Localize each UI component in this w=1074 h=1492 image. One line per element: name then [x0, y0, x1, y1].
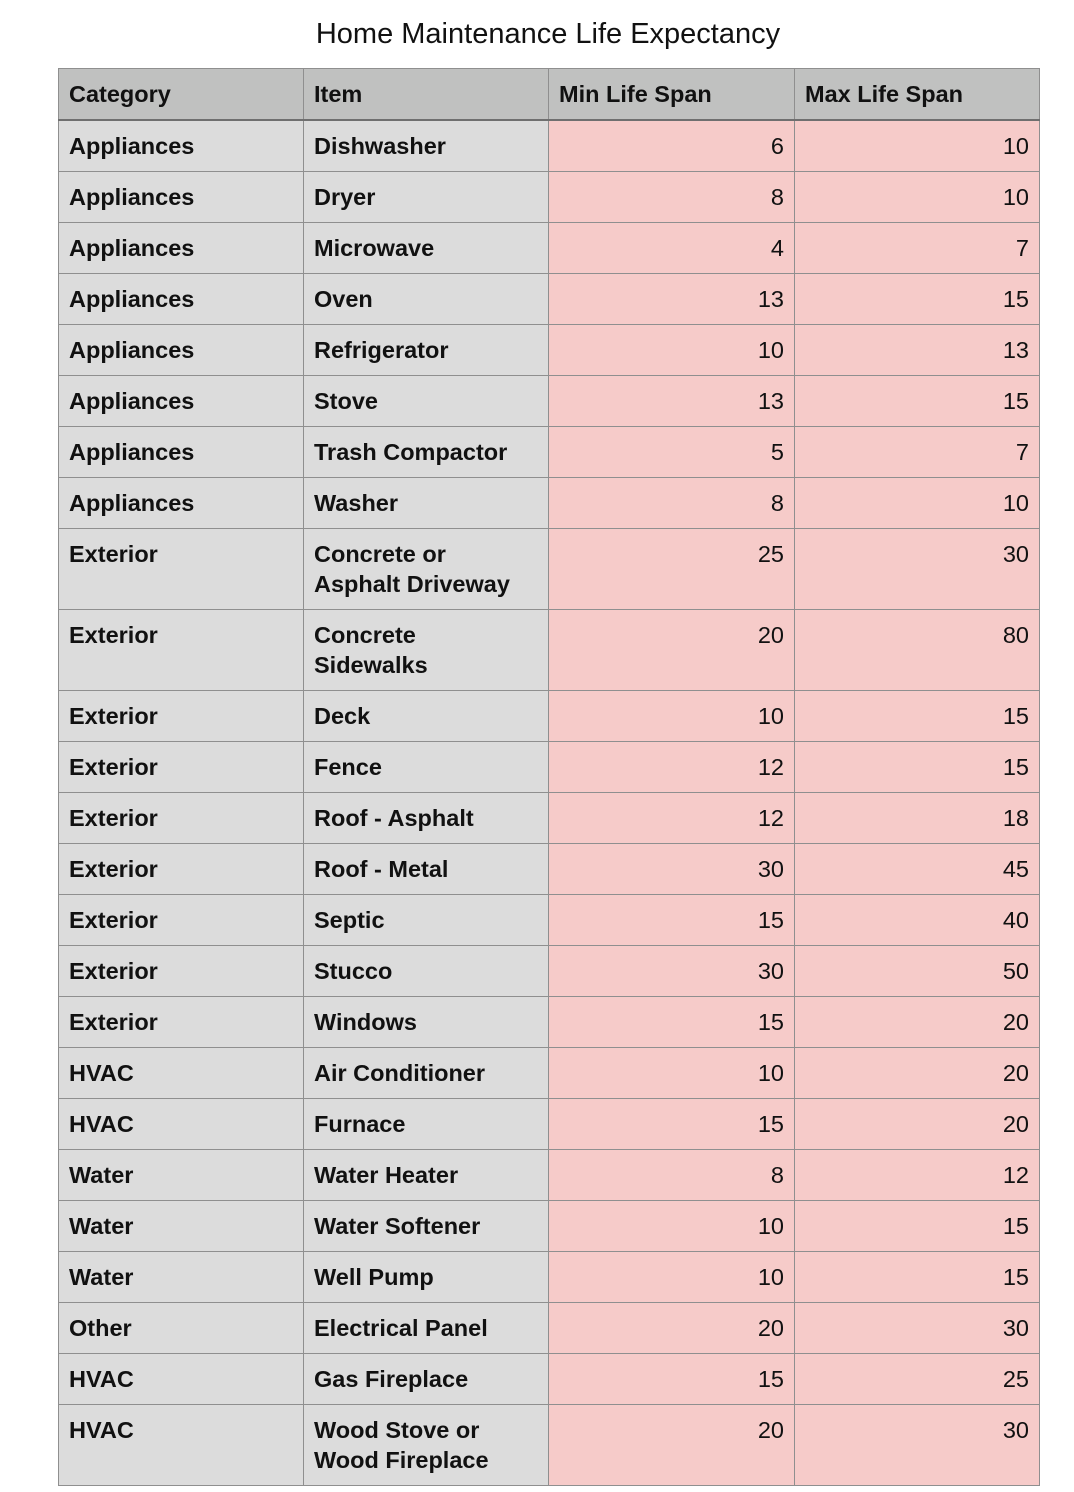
cell-category: Exterior: [59, 691, 304, 742]
table-row: [59, 1303, 1040, 1354]
cell-min-life-span: 10: [549, 325, 795, 376]
table-row: [59, 172, 1040, 223]
cell-max-life-span: 30: [795, 1405, 1040, 1486]
cell-max-life-span: 30: [795, 1303, 1040, 1354]
cell-min-life-span: 8: [549, 172, 795, 223]
cell-item-line: Septic: [314, 907, 385, 933]
cell-max-life-span: 15: [795, 742, 1040, 793]
cell-item: [304, 1354, 549, 1405]
cell-item-line: Sidewalks: [314, 652, 428, 678]
cell-max-life-span: 30: [795, 529, 1040, 610]
cell-item-line: Water Softener: [314, 1213, 481, 1239]
cell-category: Exterior: [59, 610, 304, 691]
cell-max-life-span: 15: [795, 376, 1040, 427]
cell-min-life-span: 12: [549, 742, 795, 793]
cell-max-life-span: 13: [795, 325, 1040, 376]
table-row: [59, 793, 1040, 844]
table-row: [59, 844, 1040, 895]
cell-item: [304, 1201, 549, 1252]
cell-item: [304, 120, 549, 172]
cell-item: [304, 895, 549, 946]
cell-item: [304, 1150, 549, 1201]
table-row: [59, 1354, 1040, 1405]
column-header-min-life-span: Min Life Span: [549, 69, 795, 121]
cell-item-line: Concrete or: [314, 541, 446, 567]
column-header-max-life-span: Max Life Span: [795, 69, 1040, 121]
cell-category: Appliances: [59, 120, 304, 172]
cell-max-life-span: 25: [795, 1354, 1040, 1405]
cell-item: [304, 946, 549, 997]
cell-item-line: Dishwasher: [314, 133, 446, 159]
cell-item-line: Wood Stove or: [314, 1417, 480, 1443]
cell-max-life-span: 40: [795, 895, 1040, 946]
cell-category: Exterior: [59, 997, 304, 1048]
cell-min-life-span: 8: [549, 478, 795, 529]
cell-category: Exterior: [59, 529, 304, 610]
cell-min-life-span: 30: [549, 844, 795, 895]
table-row: [59, 1405, 1040, 1486]
cell-max-life-span: 10: [795, 120, 1040, 172]
cell-min-life-span: 10: [549, 1048, 795, 1099]
cell-category: Other: [59, 1303, 304, 1354]
table-body: [59, 120, 1040, 1486]
cell-max-life-span: 20: [795, 997, 1040, 1048]
cell-item-line: Roof - Metal: [314, 856, 449, 882]
cell-min-life-span: 4: [549, 223, 795, 274]
cell-item-line: Washer: [314, 490, 399, 516]
cell-category: Appliances: [59, 376, 304, 427]
cell-item: [304, 376, 549, 427]
cell-min-life-span: 30: [549, 946, 795, 997]
cell-category: Water: [59, 1201, 304, 1252]
cell-max-life-span: 50: [795, 946, 1040, 997]
cell-min-life-span: 13: [549, 274, 795, 325]
cell-min-life-span: 13: [549, 376, 795, 427]
cell-category: HVAC: [59, 1405, 304, 1486]
cell-item: [304, 1048, 549, 1099]
table-row: [59, 478, 1040, 529]
cell-item: [304, 274, 549, 325]
cell-item-line: Furnace: [314, 1111, 406, 1137]
table-row: [59, 427, 1040, 478]
cell-item-line: Windows: [314, 1009, 417, 1035]
cell-category: HVAC: [59, 1099, 304, 1150]
life-expectancy-table: [58, 68, 1040, 1486]
cell-category: Water: [59, 1252, 304, 1303]
cell-category: Appliances: [59, 427, 304, 478]
cell-max-life-span: 80: [795, 610, 1040, 691]
cell-category: Appliances: [59, 325, 304, 376]
table-row: [59, 691, 1040, 742]
cell-item-line: Stucco: [314, 958, 393, 984]
cell-item-line: Water Heater: [314, 1162, 459, 1188]
table-row: [59, 742, 1040, 793]
table-row: [59, 120, 1040, 172]
cell-item: [304, 793, 549, 844]
cell-item: [304, 478, 549, 529]
cell-item: [304, 1405, 549, 1486]
cell-item: [304, 997, 549, 1048]
table-row: [59, 1201, 1040, 1252]
cell-category: Appliances: [59, 223, 304, 274]
cell-item: [304, 844, 549, 895]
table-row: [59, 529, 1040, 610]
cell-item: [304, 325, 549, 376]
cell-item-line: Trash Compactor: [314, 439, 508, 465]
cell-item: [304, 691, 549, 742]
cell-category: Exterior: [59, 895, 304, 946]
table-row: [59, 1150, 1040, 1201]
cell-max-life-span: 15: [795, 691, 1040, 742]
cell-item-line: Dryer: [314, 184, 376, 210]
column-header-category: Category: [59, 69, 304, 121]
cell-item-line: Asphalt Driveway: [314, 571, 510, 597]
cell-category: HVAC: [59, 1354, 304, 1405]
cell-item-line: Gas Fireplace: [314, 1366, 469, 1392]
page-title: Home Maintenance Life Expectancy: [315, 18, 781, 50]
table-row: [59, 274, 1040, 325]
cell-category: Exterior: [59, 793, 304, 844]
table-row: [59, 376, 1040, 427]
cell-category: Exterior: [59, 844, 304, 895]
cell-max-life-span: 20: [795, 1048, 1040, 1099]
cell-max-life-span: 7: [795, 427, 1040, 478]
cell-item: [304, 610, 549, 691]
cell-min-life-span: 15: [549, 997, 795, 1048]
cell-item: [304, 1099, 549, 1150]
cell-item-line: Concrete: [314, 622, 416, 648]
cell-item-line: Refrigerator: [314, 337, 449, 363]
table-row: [59, 1048, 1040, 1099]
cell-min-life-span: 8: [549, 1150, 795, 1201]
cell-max-life-span: 20: [795, 1099, 1040, 1150]
cell-category: Appliances: [59, 274, 304, 325]
cell-max-life-span: 10: [795, 172, 1040, 223]
cell-item: [304, 223, 549, 274]
table-row: [59, 1252, 1040, 1303]
table-row: [59, 223, 1040, 274]
cell-category: Appliances: [59, 478, 304, 529]
table-header-row: [59, 69, 1040, 121]
cell-category: HVAC: [59, 1048, 304, 1099]
cell-max-life-span: 10: [795, 478, 1040, 529]
cell-item-line: Microwave: [314, 235, 435, 261]
cell-min-life-span: 25: [549, 529, 795, 610]
cell-min-life-span: 15: [549, 895, 795, 946]
cell-item-line: Roof - Asphalt: [314, 805, 474, 831]
cell-max-life-span: 15: [795, 274, 1040, 325]
cell-min-life-span: 20: [549, 1405, 795, 1486]
cell-item-line: Well Pump: [314, 1264, 434, 1290]
cell-min-life-span: 20: [549, 1303, 795, 1354]
cell-min-life-span: 10: [549, 691, 795, 742]
cell-min-life-span: 20: [549, 610, 795, 691]
cell-min-life-span: 5: [549, 427, 795, 478]
column-header-item: Item: [304, 69, 549, 121]
cell-min-life-span: 15: [549, 1354, 795, 1405]
cell-max-life-span: 45: [795, 844, 1040, 895]
cell-item-line: Deck: [314, 703, 371, 729]
cell-item-line: Stove: [314, 388, 378, 414]
cell-category: Water: [59, 1150, 304, 1201]
cell-category: Exterior: [59, 946, 304, 997]
cell-item-line: Wood Fireplace: [314, 1447, 489, 1473]
cell-min-life-span: 10: [549, 1252, 795, 1303]
table-row: [59, 895, 1040, 946]
cell-min-life-span: 15: [549, 1099, 795, 1150]
cell-item: [304, 742, 549, 793]
cell-item-line: Electrical Panel: [314, 1315, 488, 1341]
table-row: [59, 997, 1040, 1048]
cell-max-life-span: 7: [795, 223, 1040, 274]
cell-item-line: Air Conditioner: [314, 1060, 486, 1086]
cell-max-life-span: 18: [795, 793, 1040, 844]
cell-item: [304, 1303, 549, 1354]
cell-item-line: Oven: [314, 286, 373, 312]
table-row: [59, 325, 1040, 376]
cell-category: Appliances: [59, 172, 304, 223]
cell-item-line: Fence: [314, 754, 382, 780]
cell-category: Exterior: [59, 742, 304, 793]
cell-item: [304, 172, 549, 223]
table-row: [59, 946, 1040, 997]
cell-max-life-span: 12: [795, 1150, 1040, 1201]
cell-item: [304, 427, 549, 478]
cell-min-life-span: 6: [549, 120, 795, 172]
table-row: [59, 1099, 1040, 1150]
cell-min-life-span: 12: [549, 793, 795, 844]
cell-item: [304, 1252, 549, 1303]
cell-max-life-span: 15: [795, 1252, 1040, 1303]
cell-min-life-span: 10: [549, 1201, 795, 1252]
cell-max-life-span: 15: [795, 1201, 1040, 1252]
cell-item: [304, 529, 549, 610]
table-row: [59, 610, 1040, 691]
